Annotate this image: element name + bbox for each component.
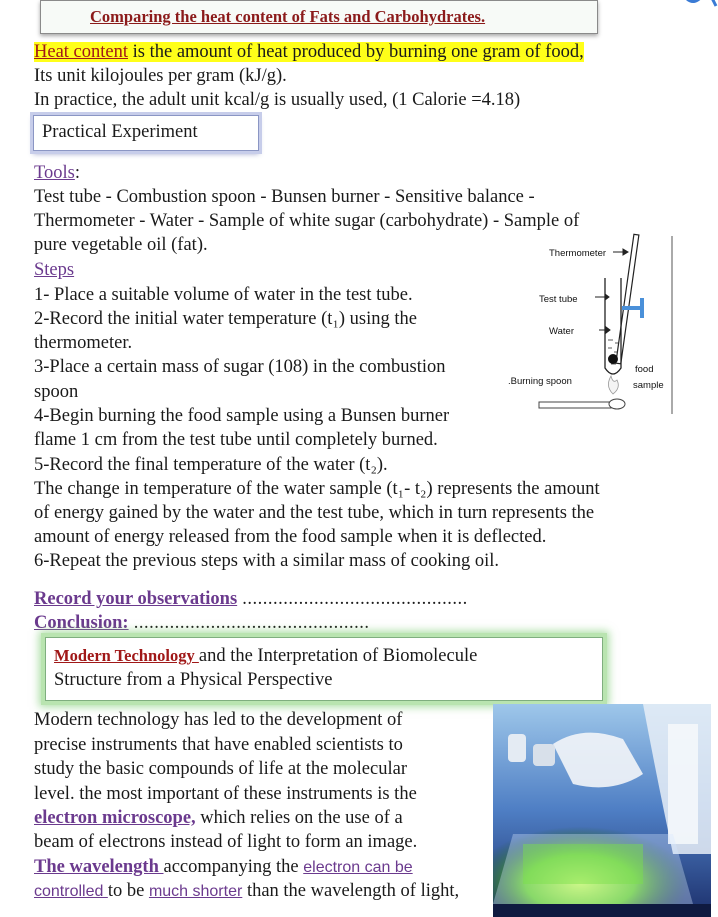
body-line: study the basic compounds of life at the molecular xyxy=(34,759,407,779)
practice-line: In practice, the adult unit kcal/g is usually used, (1 Calorie =4.18) xyxy=(34,90,521,110)
wavelength-term: The wavelength xyxy=(34,857,164,877)
modern-technology-term: Modern Technology xyxy=(54,646,199,665)
electron-microscope-rest: which relies on the use of a xyxy=(195,808,403,828)
much-shorter-term: much shorter xyxy=(148,883,243,900)
steps-heading: Steps xyxy=(34,260,75,280)
test-tube-label: Test tube xyxy=(539,294,578,305)
observations-label: Record your observations xyxy=(34,589,238,609)
wavelength-rest: accompanying the xyxy=(163,857,304,877)
controlled-term: controlled xyxy=(34,883,108,900)
beam-line: beam of electrons instead of light to form an image. xyxy=(34,832,418,852)
burning-spoon-label: .Burning spoon xyxy=(508,376,572,387)
thermometer-label: Thermometer xyxy=(549,248,607,259)
body-line: level. the most important of these instruments is the xyxy=(34,784,417,804)
to-be-text: to be xyxy=(107,881,149,901)
definition-text: is the amount of heat produced by burning one gram of food, xyxy=(128,42,584,62)
corner-decoration-icon xyxy=(680,0,718,12)
step-line: 4-Begin burning the food sample using a Bunsen burner xyxy=(34,406,450,426)
sample-label: sample xyxy=(633,380,664,391)
electron-can-be-term: electron can be xyxy=(303,859,413,876)
wavelength-line xyxy=(34,855,413,880)
tools-line: pure vegetable oil (fat). xyxy=(34,235,208,255)
electron-microscope-term: electron microscope, xyxy=(34,808,196,828)
water-label: Water xyxy=(549,326,574,337)
tools-colon: : xyxy=(74,163,80,183)
step-line: flame 1 cm from the test tube until completely burned. xyxy=(34,430,438,450)
tools-line: Test tube - Combustion spoon - Bunsen burner - Sensitive balance - xyxy=(34,187,535,207)
electron-microscope-line xyxy=(34,806,403,830)
practical-experiment-label: Practical Experiment xyxy=(42,122,198,142)
experiment-diagram xyxy=(505,228,710,418)
step-line: 1- Place a suitable volume of water in the test tube. xyxy=(34,285,413,305)
food-label: food xyxy=(635,364,654,375)
modern-technology-heading xyxy=(54,646,477,667)
apparatus-drawing xyxy=(505,228,710,418)
heat-content-term: Heat content xyxy=(34,42,128,62)
tools-line: Thermometer - Water - Sample of white sugar (carbohydrate) - Sample of xyxy=(34,211,580,231)
steps-heading-line xyxy=(34,258,74,282)
body-line: Modern technology has led to the development of xyxy=(34,710,403,730)
page-title: Comparing the heat content of Fats and Carbohydrates. xyxy=(90,7,486,26)
step-line: spoon xyxy=(34,382,79,402)
definition-line xyxy=(34,40,584,64)
tools-heading: Tools xyxy=(34,163,75,183)
modern-technology-heading-line2: Structure from a Physical Perspective xyxy=(54,670,333,690)
observations-dots: ............................................ xyxy=(237,589,468,609)
step-line: 2-Record the initial water temperature (t₁) using the xyxy=(34,309,417,329)
than-rest-text: than the wavelength of light, xyxy=(242,881,460,901)
modern-technology-box xyxy=(45,637,603,701)
controlled-line xyxy=(34,879,459,904)
practical-experiment-box xyxy=(33,115,259,151)
step-line: 3-Place a certain mass of sugar (108) in the combustion xyxy=(34,357,446,377)
conclusion-line xyxy=(34,611,369,635)
title-box xyxy=(40,0,598,34)
step-line: amount of energy released from the food sample when it is deflected. xyxy=(34,527,547,547)
unit-line: Its unit kilojoules per gram (kJ/g). xyxy=(34,66,287,86)
step-line: The change in temperature of the water sample (t₁- t₂) represents the amount xyxy=(34,479,600,499)
tools-heading-line xyxy=(34,161,80,185)
electron-microscope-image xyxy=(493,704,711,917)
step-line: 6-Repeat the previous steps with a similar mass of cooking oil. xyxy=(34,551,499,571)
conclusion-label: Conclusion: xyxy=(34,613,129,633)
conclusion-dots: .............................................. xyxy=(128,613,370,633)
observations-line xyxy=(34,587,468,611)
body-line: precise instruments that have enabled scientists to xyxy=(34,735,403,755)
step-line: of energy gained by the water and the test tube, which in turn represents the xyxy=(34,503,595,523)
modern-technology-heading-rest: and the Interpretation of Biomolecule xyxy=(198,646,478,666)
step-line: 5-Record the final temperature of the water (t₂). xyxy=(34,455,388,475)
step-line: thermometer. xyxy=(34,333,133,353)
